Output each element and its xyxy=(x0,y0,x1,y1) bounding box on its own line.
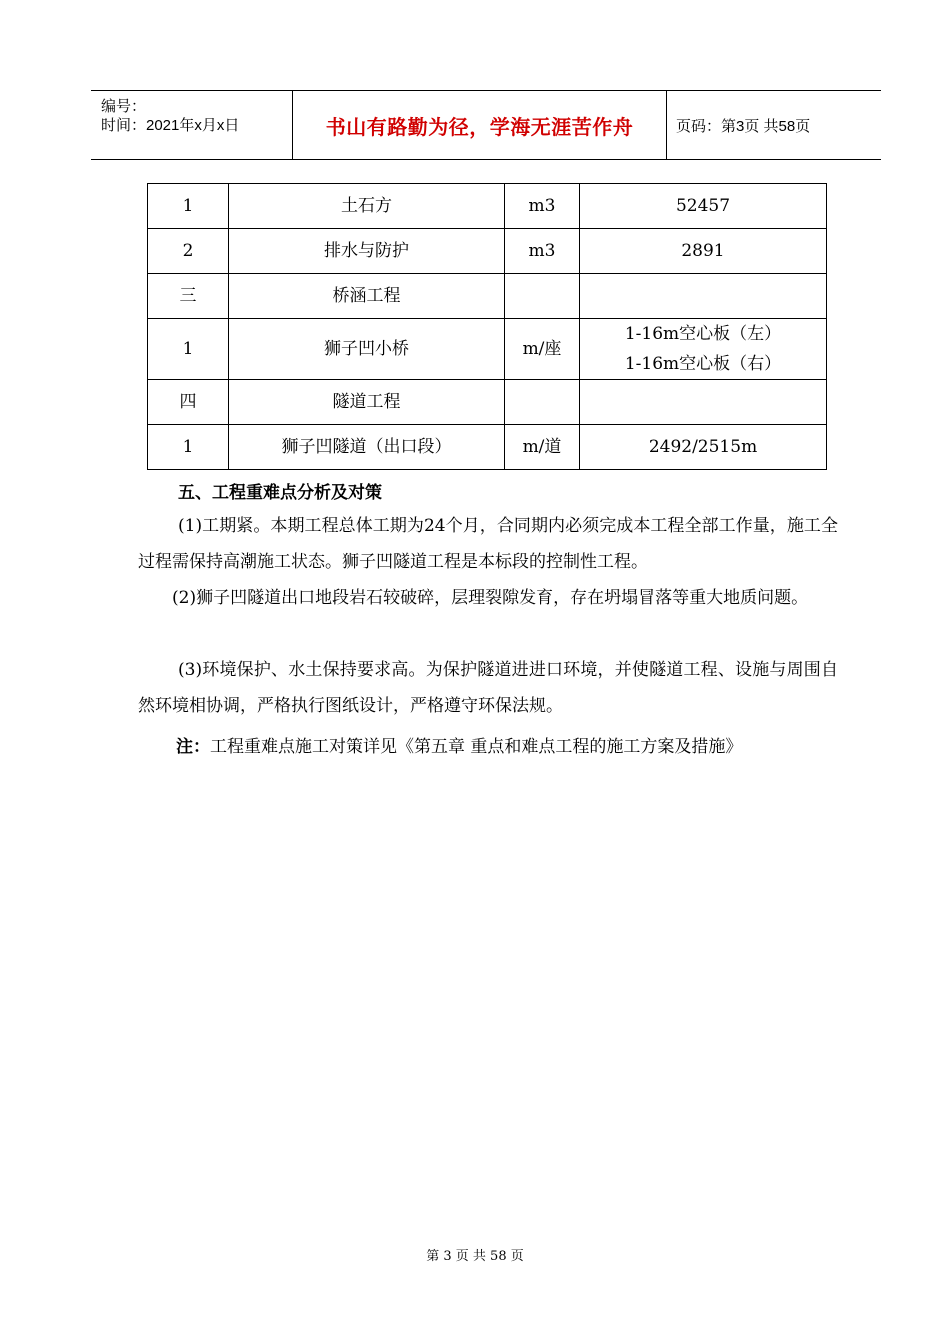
table-cell-no: 1 xyxy=(148,319,229,380)
section-title: 五、工程重难点分析及对策 xyxy=(178,483,382,503)
table-cell-unit xyxy=(505,274,580,319)
table-cell-unit: m3 xyxy=(505,229,580,274)
paragraph-3: (3)环境保护、水土保持要求高。为保护隧道进进口环境，并使隧道工程、设施与周围自然环境相协调，严格执行图纸设计，严格遵守环保法规。 xyxy=(138,660,838,716)
table-cell-unit xyxy=(505,380,580,425)
table-row xyxy=(148,319,827,380)
table-cell-name: 排水与防护 xyxy=(229,229,505,274)
table-cell-qty: 2492/2515m xyxy=(580,425,827,470)
paragraph-1: (1)工期紧。本期工程总体工期为24个月，合同期内必须完成本工程全部工作量，施工全过程需保持高潮施工状态。狮子凹隧道工程是本标段的控制性工程。 xyxy=(138,516,838,572)
document-number-label: 编号： xyxy=(101,98,147,115)
table-row xyxy=(148,184,827,229)
document-time-label: 时间：2021年x月x日 xyxy=(101,117,240,134)
table-cell-name: 狮子凹小桥 xyxy=(229,319,505,380)
table-cell-qty-line: 1-16m空心板（左） xyxy=(624,324,782,344)
quantity-table xyxy=(147,183,827,470)
note-text: 工程重难点施工对策详见《第五章 重点和难点工程的施工方案及措施》 xyxy=(210,737,743,757)
table-cell-name: 桥涵工程 xyxy=(229,274,505,319)
note-label: 注： xyxy=(176,737,210,757)
header-motto-cell xyxy=(292,91,667,159)
header-left-cell xyxy=(91,91,292,159)
table-row xyxy=(148,229,827,274)
table-cell-name: 狮子凹隧道（出口段） xyxy=(229,425,505,470)
table-cell-qty: 52457 xyxy=(580,184,827,229)
table-row xyxy=(148,274,827,319)
table-cell-qty xyxy=(580,319,827,380)
page-footer: 第 3 页 共 58 页 xyxy=(426,1249,524,1264)
table-cell-qty: 2891 xyxy=(580,229,827,274)
table-cell-unit: m3 xyxy=(505,184,580,229)
note xyxy=(176,732,742,762)
table-cell-name: 土石方 xyxy=(229,184,505,229)
table-cell-no: 四 xyxy=(148,380,229,425)
table-cell-no: 2 xyxy=(148,229,229,274)
paragraph-2: (2)狮子凹隧道出口地段岩石较破碎，层理裂隙发育，存在坍塌冒落等重大地质问题。 xyxy=(172,588,809,608)
table-cell-qty xyxy=(580,380,827,425)
table-cell-no: 三 xyxy=(148,274,229,319)
table-cell-no: 1 xyxy=(148,184,229,229)
table-row xyxy=(148,380,827,425)
header-motto: 书山有路勤为径，学海无涯苦作舟 xyxy=(325,114,634,139)
header-page-info: 页码：第3页 共58页 xyxy=(676,117,811,135)
table-cell-qty-line: 1-16m空心板（右） xyxy=(624,354,782,374)
table-cell-unit: m/座 xyxy=(505,319,580,380)
table-row xyxy=(148,425,827,470)
page-header xyxy=(91,90,881,160)
table-cell-no: 1 xyxy=(148,425,229,470)
table-cell-name: 隧道工程 xyxy=(229,380,505,425)
table-cell-qty xyxy=(580,274,827,319)
table-cell-unit: m/道 xyxy=(505,425,580,470)
header-right-cell xyxy=(666,91,881,159)
